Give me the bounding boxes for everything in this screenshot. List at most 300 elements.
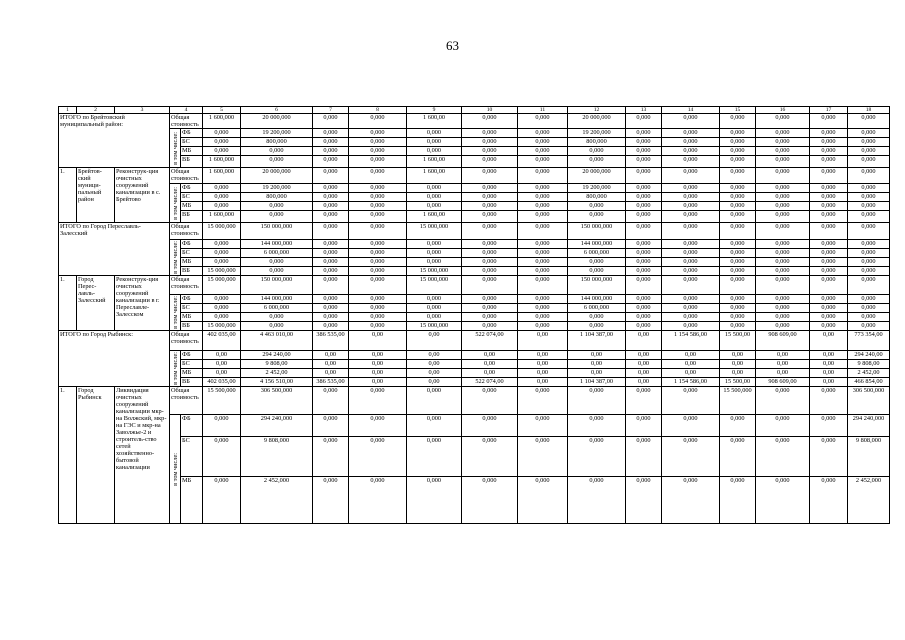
value-cell: 0,000 — [407, 184, 462, 193]
item-place: Город Перес-лавль-Залесский — [77, 276, 115, 331]
col-num: 10 — [462, 107, 518, 114]
value-cell: 0,000 — [462, 223, 518, 240]
value-cell: 0,000 — [203, 437, 241, 477]
table-row — [59, 415, 890, 437]
value-cell: 0,000 — [462, 147, 518, 156]
value-cell: 0,000 — [720, 168, 756, 184]
table-row — [59, 313, 890, 322]
table-row — [59, 138, 890, 147]
value-cell: 15 000,000 — [203, 267, 241, 276]
col-num: 1 — [59, 107, 77, 114]
table-row — [59, 360, 890, 369]
value-cell: 0,000 — [720, 437, 756, 477]
value-cell: 15 000,000 — [407, 267, 462, 276]
value-cell: 294 240,000 — [848, 415, 890, 437]
value-cell: 0,000 — [720, 313, 756, 322]
value-cell: 0,000 — [662, 313, 720, 322]
value-cell: 0,000 — [810, 129, 848, 138]
table-row — [59, 147, 890, 156]
col-num: 11 — [518, 107, 568, 114]
funding-source-label: ФБ — [181, 129, 203, 138]
value-cell: 0,000 — [462, 295, 518, 304]
table-row — [59, 437, 890, 477]
value-cell: 0,000 — [662, 267, 720, 276]
value-cell: 0,000 — [462, 437, 518, 477]
value-cell: 0,00 — [518, 378, 568, 387]
value-cell: 0,000 — [203, 313, 241, 322]
funding-source-label: ФБ — [181, 295, 203, 304]
value-cell: 0,000 — [626, 267, 662, 276]
funding-source-label: ВБ — [181, 211, 203, 223]
value-cell: 0,000 — [518, 147, 568, 156]
value-cell: 0,000 — [662, 193, 720, 202]
table-row — [59, 378, 890, 387]
value-cell: 15 000,000 — [407, 223, 462, 240]
value-cell: 0,000 — [407, 129, 462, 138]
value-cell: 2 452,000 — [241, 477, 313, 524]
value-cell: 0,000 — [349, 322, 407, 331]
value-cell: 0,00 — [407, 331, 462, 351]
value-cell: 0,000 — [848, 156, 890, 168]
value-cell: 0,000 — [810, 477, 848, 524]
value-cell: 0,000 — [313, 267, 349, 276]
value-cell: 0,000 — [626, 415, 662, 437]
value-cell: 0,000 — [810, 387, 848, 415]
value-cell: 0,000 — [241, 313, 313, 322]
item-number: 1. — [59, 168, 77, 223]
value-cell: 0,00 — [756, 369, 810, 378]
item-place: Брейтов-ский муници-пальный район — [77, 168, 115, 223]
including-text: в том числе: — [171, 452, 179, 486]
value-cell: 0,000 — [407, 295, 462, 304]
value-cell: 0,000 — [810, 276, 848, 295]
value-cell: 0,000 — [462, 276, 518, 295]
value-cell: 0,000 — [810, 223, 848, 240]
value-cell: 0,000 — [462, 129, 518, 138]
value-cell: 0,000 — [848, 168, 890, 184]
value-cell: 0,000 — [720, 193, 756, 202]
value-cell: 0,000 — [462, 156, 518, 168]
including-text: в том числе: — [171, 241, 179, 274]
col-num: 4 — [170, 107, 203, 114]
value-cell: 0,000 — [568, 477, 626, 524]
value-cell: 1 600,00 — [407, 114, 462, 129]
value-cell: 0,00 — [720, 369, 756, 378]
value-cell: 20 000,000 — [568, 168, 626, 184]
value-cell: 0,00 — [720, 351, 756, 360]
value-cell: 0,000 — [720, 258, 756, 267]
value-cell: 0,000 — [720, 223, 756, 240]
value-cell: 0,000 — [810, 437, 848, 477]
value-cell: 0,000 — [720, 477, 756, 524]
value-cell: 0,000 — [241, 147, 313, 156]
value-cell: 0,000 — [407, 138, 462, 147]
col-num: 12 — [568, 107, 626, 114]
value-cell: 0,000 — [407, 240, 462, 249]
item-place: Город Рыбинск — [77, 387, 115, 524]
table-row — [59, 129, 890, 138]
total-cost-label: Общая стоимость — [170, 114, 203, 129]
value-cell: 150 000,000 — [241, 276, 313, 295]
value-cell: 144 000,000 — [568, 295, 626, 304]
value-cell: 0,000 — [407, 249, 462, 258]
value-cell: 0,000 — [810, 138, 848, 147]
value-cell: 0,000 — [568, 202, 626, 211]
value-cell: 0,000 — [568, 437, 626, 477]
value-cell: 0,000 — [848, 129, 890, 138]
value-cell: 0,000 — [203, 129, 241, 138]
value-cell: 0,000 — [313, 276, 349, 295]
value-cell: 0,000 — [349, 295, 407, 304]
value-cell: 0,000 — [518, 415, 568, 437]
value-cell: 0,00 — [407, 360, 462, 369]
value-cell: 0,000 — [626, 138, 662, 147]
value-cell: 0,000 — [313, 304, 349, 313]
total-title: ИТОГО по Брейтовский муниципальный район: — [59, 114, 170, 168]
total-cost-label: Общая стоимость — [170, 387, 203, 415]
value-cell: 0,000 — [462, 304, 518, 313]
column-number-row — [59, 107, 890, 114]
value-cell: 0,000 — [462, 477, 518, 524]
value-cell: 0,000 — [203, 295, 241, 304]
value-cell: 0,000 — [407, 477, 462, 524]
value-cell: 0,00 — [518, 369, 568, 378]
value-cell: 0,000 — [626, 276, 662, 295]
value-cell: 0,000 — [662, 114, 720, 129]
value-cell: 0,00 — [626, 351, 662, 360]
value-cell: 0,000 — [810, 415, 848, 437]
value-cell: 294 240,00 — [241, 351, 313, 360]
value-cell: 0,000 — [462, 322, 518, 331]
value-cell: 0,000 — [756, 276, 810, 295]
value-cell: 0,00 — [518, 351, 568, 360]
value-cell: 402 035,00 — [203, 331, 241, 351]
value-cell: 0,000 — [662, 240, 720, 249]
value-cell: 0,000 — [720, 129, 756, 138]
value-cell: 0,000 — [349, 304, 407, 313]
value-cell: 0,000 — [462, 138, 518, 147]
total-cost-label: Общая стоимость — [170, 331, 203, 351]
value-cell: 0,000 — [626, 223, 662, 240]
value-cell: 1 154 586,00 — [662, 331, 720, 351]
table-body — [59, 107, 890, 524]
table-row — [59, 351, 890, 360]
value-cell: 0,000 — [810, 258, 848, 267]
value-cell: 15 000,000 — [203, 276, 241, 295]
value-cell: 0,000 — [518, 223, 568, 240]
value-cell: 0,00 — [407, 351, 462, 360]
value-cell: 0,000 — [756, 387, 810, 415]
value-cell: 0,000 — [313, 129, 349, 138]
value-cell: 0,000 — [756, 240, 810, 249]
value-cell: 6 000,000 — [241, 304, 313, 313]
value-cell: 0,000 — [407, 313, 462, 322]
value-cell: 0,000 — [662, 223, 720, 240]
value-cell: 0,000 — [462, 313, 518, 322]
funding-source-label: ВБ — [181, 267, 203, 276]
value-cell: 0,000 — [313, 322, 349, 331]
value-cell: 0,000 — [203, 258, 241, 267]
value-cell: 0,000 — [756, 258, 810, 267]
value-cell: 0,000 — [626, 258, 662, 267]
value-cell: 0,000 — [568, 156, 626, 168]
value-cell: 800,000 — [241, 138, 313, 147]
value-cell: 0,000 — [662, 437, 720, 477]
value-cell: 0,000 — [720, 156, 756, 168]
table-row — [59, 477, 890, 524]
table-row — [59, 295, 890, 304]
value-cell: 0,000 — [626, 211, 662, 223]
value-cell: 0,000 — [518, 114, 568, 129]
value-cell: 0,000 — [462, 193, 518, 202]
value-cell: 0,000 — [626, 387, 662, 415]
value-cell: 0,000 — [756, 322, 810, 331]
value-cell: 0,00 — [462, 351, 518, 360]
value-cell: 1 600,00 — [407, 156, 462, 168]
value-cell: 0,000 — [848, 223, 890, 240]
value-cell: 0,000 — [518, 193, 568, 202]
value-cell: 0,00 — [810, 369, 848, 378]
value-cell: 0,000 — [203, 147, 241, 156]
value-cell: 0,000 — [626, 313, 662, 322]
value-cell: 0,000 — [810, 240, 848, 249]
value-cell: 15 000,000 — [407, 322, 462, 331]
value-cell: 0,000 — [810, 168, 848, 184]
value-cell: 0,000 — [662, 211, 720, 223]
value-cell: 0,000 — [568, 313, 626, 322]
value-cell: 0,000 — [720, 249, 756, 258]
value-cell: 144 000,000 — [568, 240, 626, 249]
table-row — [59, 331, 890, 351]
funding-source-label: ВБ — [181, 322, 203, 331]
value-cell: 0,00 — [313, 369, 349, 378]
value-cell: 294 240,000 — [241, 415, 313, 437]
value-cell: 0,000 — [407, 147, 462, 156]
col-num: 17 — [810, 107, 848, 114]
value-cell: 0,000 — [313, 387, 349, 415]
value-cell: 0,000 — [626, 129, 662, 138]
value-cell: 0,00 — [568, 351, 626, 360]
table-row — [59, 258, 890, 267]
value-cell: 0,000 — [810, 322, 848, 331]
funding-source-label: ВБ — [181, 378, 203, 387]
value-cell: 0,000 — [626, 477, 662, 524]
value-cell: 800,000 — [241, 193, 313, 202]
value-cell: 0,000 — [313, 211, 349, 223]
value-cell: 0,00 — [407, 369, 462, 378]
table-row — [59, 240, 890, 249]
value-cell: 1 154 586,00 — [662, 378, 720, 387]
value-cell: 0,000 — [810, 147, 848, 156]
value-cell: 0,000 — [349, 223, 407, 240]
including-text: в том числе: — [171, 131, 179, 165]
value-cell: 0,000 — [568, 322, 626, 331]
value-cell: 306 500,000 — [848, 387, 890, 415]
value-cell: 0,000 — [848, 304, 890, 313]
value-cell: 0,000 — [720, 322, 756, 331]
value-cell: 1 600,000 — [203, 156, 241, 168]
value-cell: 0,000 — [756, 156, 810, 168]
value-cell: 0,000 — [810, 211, 848, 223]
value-cell: 0,000 — [313, 415, 349, 437]
value-cell: 0,000 — [349, 415, 407, 437]
value-cell: 0,000 — [810, 156, 848, 168]
value-cell: 0,000 — [568, 147, 626, 156]
value-cell: 0,000 — [810, 249, 848, 258]
value-cell: 0,000 — [462, 184, 518, 193]
value-cell: 0,000 — [349, 193, 407, 202]
value-cell: 0,000 — [662, 387, 720, 415]
value-cell: 0,000 — [349, 168, 407, 184]
value-cell: 0,000 — [568, 267, 626, 276]
value-cell: 0,000 — [462, 240, 518, 249]
value-cell: 0,000 — [241, 156, 313, 168]
value-cell: 0,00 — [349, 369, 407, 378]
value-cell: 908 609,00 — [756, 331, 810, 351]
value-cell: 4 463 010,00 — [241, 331, 313, 351]
value-cell: 0,00 — [662, 369, 720, 378]
value-cell: 6 000,000 — [241, 249, 313, 258]
value-cell: 0,000 — [518, 249, 568, 258]
value-cell: 1 600,00 — [407, 211, 462, 223]
value-cell: 2 452,00 — [848, 369, 890, 378]
table-row — [59, 193, 890, 202]
value-cell: 0,00 — [810, 378, 848, 387]
value-cell: 1 600,000 — [203, 211, 241, 223]
value-cell: 0,000 — [848, 276, 890, 295]
value-cell: 0,000 — [848, 211, 890, 223]
value-cell: 20 000,000 — [568, 114, 626, 129]
value-cell: 0,000 — [662, 184, 720, 193]
including-label — [170, 351, 181, 387]
value-cell: 1 104 387,00 — [568, 378, 626, 387]
value-cell: 0,000 — [720, 267, 756, 276]
table-row — [59, 202, 890, 211]
value-cell: 0,000 — [349, 147, 407, 156]
value-cell: 0,00 — [203, 360, 241, 369]
value-cell: 0,000 — [810, 295, 848, 304]
including-label — [170, 295, 181, 331]
value-cell: 0,000 — [313, 138, 349, 147]
value-cell: 19 200,000 — [241, 184, 313, 193]
value-cell: 0,000 — [662, 304, 720, 313]
value-cell: 0,000 — [662, 295, 720, 304]
value-cell: 0,000 — [518, 168, 568, 184]
value-cell: 0,000 — [518, 437, 568, 477]
value-cell: 0,000 — [662, 168, 720, 184]
value-cell: 0,000 — [810, 304, 848, 313]
value-cell: 0,000 — [313, 477, 349, 524]
table-row — [59, 322, 890, 331]
value-cell: 0,00 — [720, 360, 756, 369]
value-cell: 0,000 — [662, 156, 720, 168]
value-cell: 0,00 — [462, 360, 518, 369]
value-cell: 1 600,000 — [203, 168, 241, 184]
value-cell: 6 000,000 — [568, 249, 626, 258]
item-description: Ликвидация очистных сооружений канализации мкр-на Волжский, мкр-на ГЭС и мкр-на Заволжье-2 и строитель-ство сетей хозяйственно-бытовой канализации — [115, 387, 170, 524]
value-cell: 0,000 — [720, 276, 756, 295]
value-cell: 6 000,000 — [568, 304, 626, 313]
value-cell: 0,000 — [662, 415, 720, 437]
col-num: 16 — [756, 107, 810, 114]
value-cell: 0,000 — [626, 114, 662, 129]
value-cell: 0,000 — [810, 202, 848, 211]
value-cell: 0,00 — [203, 351, 241, 360]
table-row — [59, 114, 890, 129]
value-cell: 0,000 — [203, 202, 241, 211]
value-cell: 0,00 — [518, 331, 568, 351]
value-cell: 0,000 — [568, 211, 626, 223]
value-cell: 0,000 — [720, 202, 756, 211]
value-cell: 0,000 — [407, 304, 462, 313]
col-num: 14 — [662, 107, 720, 114]
value-cell: 0,000 — [720, 114, 756, 129]
value-cell: 0,000 — [462, 415, 518, 437]
value-cell: 0,00 — [462, 369, 518, 378]
funding-source-label: МБ — [181, 477, 203, 524]
value-cell: 0,000 — [518, 477, 568, 524]
table-row — [59, 249, 890, 258]
value-cell: 0,000 — [720, 415, 756, 437]
col-num: 5 — [203, 107, 241, 114]
value-cell: 0,000 — [518, 138, 568, 147]
value-cell: 0,000 — [241, 202, 313, 211]
value-cell: 0,000 — [848, 322, 890, 331]
value-cell: 0,000 — [518, 211, 568, 223]
value-cell: 0,000 — [462, 168, 518, 184]
value-cell: 0,000 — [313, 184, 349, 193]
value-cell: 0,000 — [848, 114, 890, 129]
value-cell: 306 500,000 — [241, 387, 313, 415]
value-cell: 0,000 — [518, 276, 568, 295]
value-cell: 0,000 — [848, 258, 890, 267]
value-cell: 0,000 — [349, 258, 407, 267]
total-title: ИТОГО по Город Переславль-Залесский — [59, 223, 170, 276]
value-cell: 386 535,00 — [313, 378, 349, 387]
value-cell: 0,000 — [720, 295, 756, 304]
value-cell: 19 200,000 — [568, 184, 626, 193]
value-cell: 0,000 — [662, 147, 720, 156]
value-cell: 0,000 — [810, 184, 848, 193]
col-num: 13 — [626, 107, 662, 114]
value-cell: 19 200,000 — [241, 129, 313, 138]
table-row — [59, 156, 890, 168]
total-cost-label: Общая стоимость — [170, 168, 203, 184]
funding-source-label: МБ — [181, 258, 203, 267]
value-cell: 800,000 — [568, 193, 626, 202]
value-cell: 800,000 — [568, 138, 626, 147]
value-cell: 0,000 — [518, 313, 568, 322]
value-cell: 0,000 — [626, 437, 662, 477]
value-cell: 1 600,000 — [203, 114, 241, 129]
item-description: Реконструк-ция очистных сооружений канализации в с. Брейтово — [115, 168, 170, 223]
value-cell: 0,000 — [626, 322, 662, 331]
value-cell: 0,000 — [349, 276, 407, 295]
value-cell: 144 000,000 — [241, 295, 313, 304]
value-cell: 0,000 — [518, 295, 568, 304]
value-cell: 0,000 — [313, 168, 349, 184]
value-cell: 0,000 — [349, 313, 407, 322]
value-cell: 0,000 — [203, 184, 241, 193]
value-cell: 150 000,000 — [241, 223, 313, 240]
value-cell: 0,000 — [756, 184, 810, 193]
item-number: 1. — [59, 387, 77, 524]
value-cell: 9 808,00 — [241, 360, 313, 369]
value-cell: 0,000 — [462, 211, 518, 223]
funding-source-label: ФБ — [181, 351, 203, 360]
value-cell: 0,00 — [313, 351, 349, 360]
value-cell: 0,000 — [313, 258, 349, 267]
